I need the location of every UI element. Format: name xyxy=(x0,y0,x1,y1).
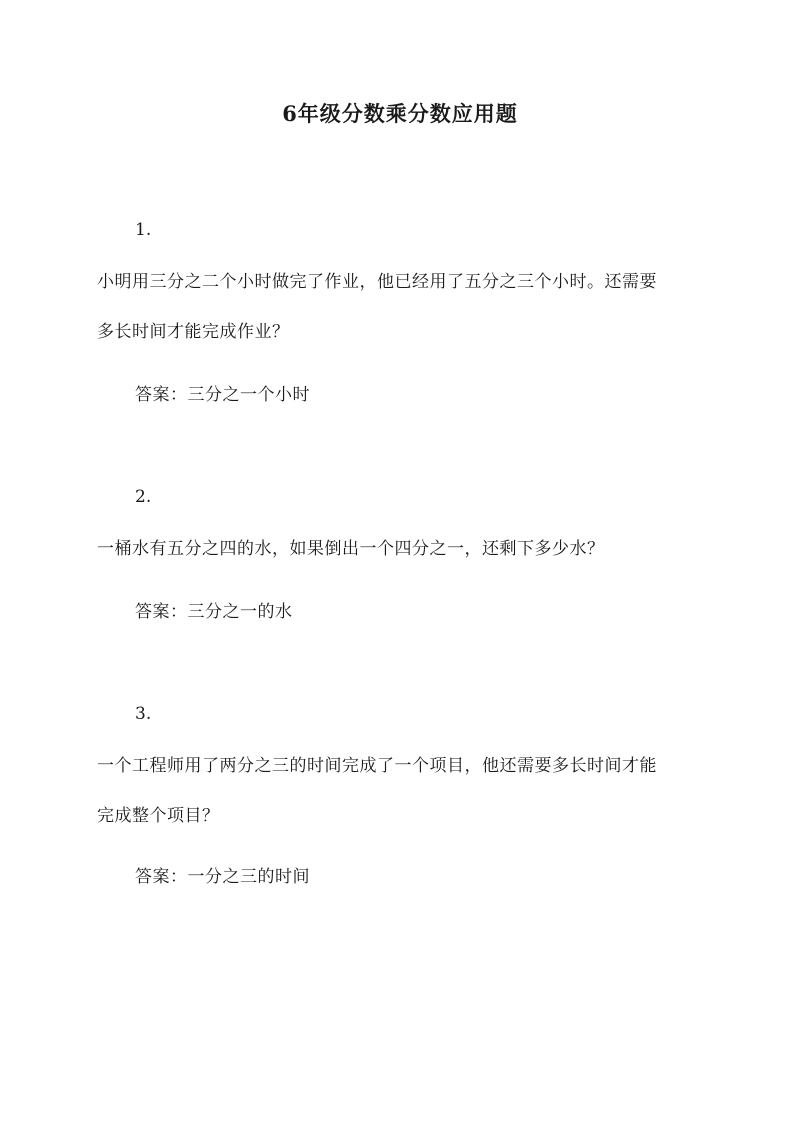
question-2-answer: 答案：三分之一的水 xyxy=(135,602,293,622)
question-3-text-line-1: 一个工程师用了两分之三的时间完成了一个项目，他还需要多长时间才能 xyxy=(97,756,657,776)
question-1-number: 1. xyxy=(135,220,152,240)
question-1-text-line-2: 多长时间才能完成作业？ xyxy=(97,322,290,342)
question-3-text-line-2: 完成整个项目？ xyxy=(97,806,220,826)
page-title: 6年级分数乘分数应用题 xyxy=(282,101,518,126)
question-2-number: 2. xyxy=(135,487,152,507)
question-2-text-line-1: 一桶水有五分之四的水，如果倒出一个四分之一，还剩下多少水？ xyxy=(97,539,605,559)
question-3-answer: 答案：一分之三的时间 xyxy=(135,867,310,887)
question-1-answer: 答案：三分之一个小时 xyxy=(135,385,310,405)
question-1-text-line-1: 小明用三分之二个小时做完了作业，他已经用了五分之三个小时。还需要 xyxy=(97,272,657,292)
question-3-number: 3. xyxy=(135,704,152,724)
